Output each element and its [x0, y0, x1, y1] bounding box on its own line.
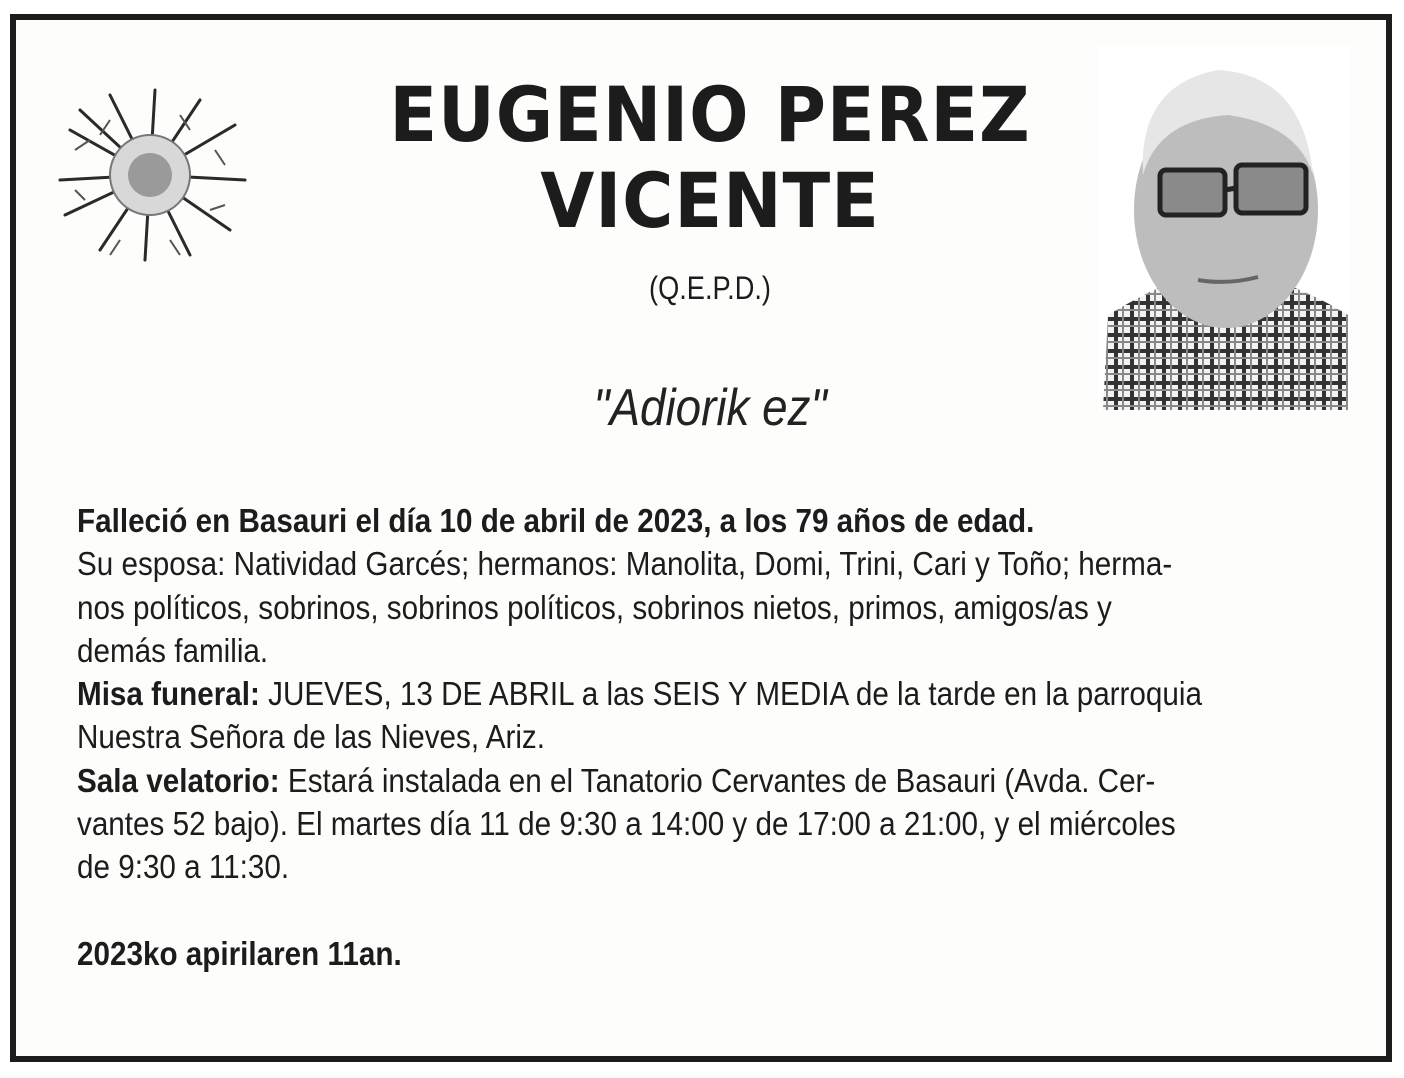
- wake-details-2: vantes 52 bajo). El martes día 11 de 9:30 a 14:00 y de 17:00 a 21:00, y el miércoles: [77, 806, 1176, 844]
- deceased-name-line2: VICENTE: [540, 156, 880, 245]
- deceased-name: [360, 72, 1059, 244]
- date-footer: 2023ko apirilaren 11an.: [77, 935, 402, 973]
- motto-quote: "Adiorik ez": [593, 379, 827, 437]
- portrait-photo: [1098, 45, 1350, 410]
- wake-details-3: de 9:30 a 11:30.: [77, 849, 290, 887]
- family-line-3: demás familia.: [77, 632, 269, 670]
- obituary-body: [77, 500, 1327, 976]
- qepd-label: (Q.E.P.D.): [649, 270, 771, 306]
- wake-details-1: Estará instalada en el Tanatorio Cervantes de Basauri (Avda. Cer-: [279, 762, 1156, 800]
- family-line-1: Su esposa: Natividad Garcés; hermanos: Manolita, Domi, Trini, Cari y Toño; herma-: [77, 546, 1173, 584]
- thistle-flower-icon: [50, 80, 250, 270]
- mass-details-1: JUEVES, 13 DE ABRIL a las SEIS Y MEDIA de la tarde en la parroquia: [259, 676, 1202, 714]
- death-statement: Falleció en Basauri el día 10 de abril de 2023, a los 79 años de edad.: [77, 503, 1035, 540]
- mass-details-2: Nuestra Señora de las Nieves, Ariz.: [77, 719, 545, 757]
- mass-label: Misa funeral:: [77, 676, 260, 714]
- deceased-name-line1: EUGENIO PEREZ: [389, 70, 1031, 159]
- wake-label: Sala velatorio:: [77, 762, 280, 800]
- spacer: [77, 890, 1327, 933]
- family-line-2: nos políticos, sobrinos, sobrinos políticos, sobrinos nietos, primos, amigos/as y: [77, 589, 1112, 627]
